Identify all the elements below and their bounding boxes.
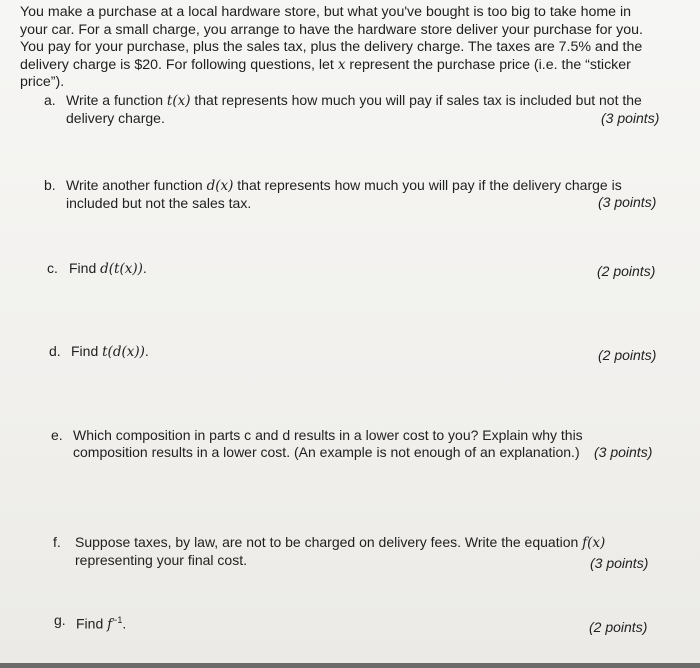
question-text [69,260,147,278]
question-letter: c. [47,260,58,276]
question-d [49,343,449,363]
question-letter: b. [44,177,56,193]
question-letter: g. [54,612,66,628]
question-text [71,343,149,361]
question-text-line-2: composition results in a lower cost. (An example is not enough of an explanation.) [73,443,580,460]
question-text-part: Find [71,343,103,359]
question-letter: a. [44,92,56,108]
variable-x: x [337,56,346,73]
math-expression: t(x) [166,93,191,109]
question-text-part: Find [69,260,101,276]
question-text-part: Suppose taxes, by law, are not to be charged on delivery fees. Write the equation [75,534,583,550]
intro-line-4 [20,57,670,75]
points-label: (3 points) [594,444,653,460]
question-c [47,260,447,280]
question-text [66,177,671,211]
question-text [73,427,613,460]
question-text-part: . [144,343,149,359]
points-label: (3 points) [598,194,657,210]
question-text-part: . [122,615,127,632]
question-text-part: that represents how much you will pay if the delivery charge is [233,177,622,193]
intro-line-4-text: delivery charge is $20. For following questions, let [20,56,338,73]
math-expression: t(d(x)) [102,344,145,360]
question-text [75,534,655,568]
math-expression: d(t(x)) [100,261,143,277]
question-letter: f. [53,534,61,550]
points-label: (2 points) [597,263,656,279]
question-e [51,427,611,467]
problem-intro [20,4,670,92]
question-text-line-2: representing your final cost. [75,551,247,568]
question-a [44,92,674,132]
question-text-part: that represents how much you will pay if sales tax is included but not the [190,92,642,108]
question-f [53,534,653,574]
intro-line-5: price”). [20,74,65,91]
question-text-part: Write another function [66,177,207,193]
question-text-part: . [142,260,147,276]
math-expression: f [107,616,113,633]
question-text-part: Write a function [66,92,167,108]
math-expression: f(x) [582,535,606,551]
intro-line-1: You make a purchase at a local hardware store, but what you've bought is too big to take home in [20,4,632,20]
points-label: (2 points) [589,619,648,635]
question-g [54,612,354,632]
intro-line-4-rest: represent the purchase price (i.e. the “sticker [345,56,631,73]
math-expression: d(x) [206,178,234,194]
inverse-superscript: −1 [112,615,123,625]
question-text-part: Find [76,615,108,632]
question-text [76,612,126,633]
question-text-line-2: delivery charge. [66,109,165,126]
intro-line-2: your car. For a small charge, you arrange to have the hardware store deliver your purchase for you. [20,21,643,38]
question-text-line-1: Which composition in parts c and d results in a lower cost to you? Explain why this [73,427,583,443]
page-bottom-edge [0,663,700,668]
question-text-line-2: included but not the sales tax. [66,194,252,211]
points-label: (2 points) [598,347,657,363]
points-label: (3 points) [601,110,660,126]
question-text [66,92,671,126]
points-label: (3 points) [590,555,649,571]
question-b [44,177,674,217]
question-letter: d. [49,343,61,359]
intro-line-3: You pay for your purchase, plus the sales tax, plus the delivery charge. The taxes are 7.5% and the [20,39,643,56]
question-letter: e. [51,427,63,443]
